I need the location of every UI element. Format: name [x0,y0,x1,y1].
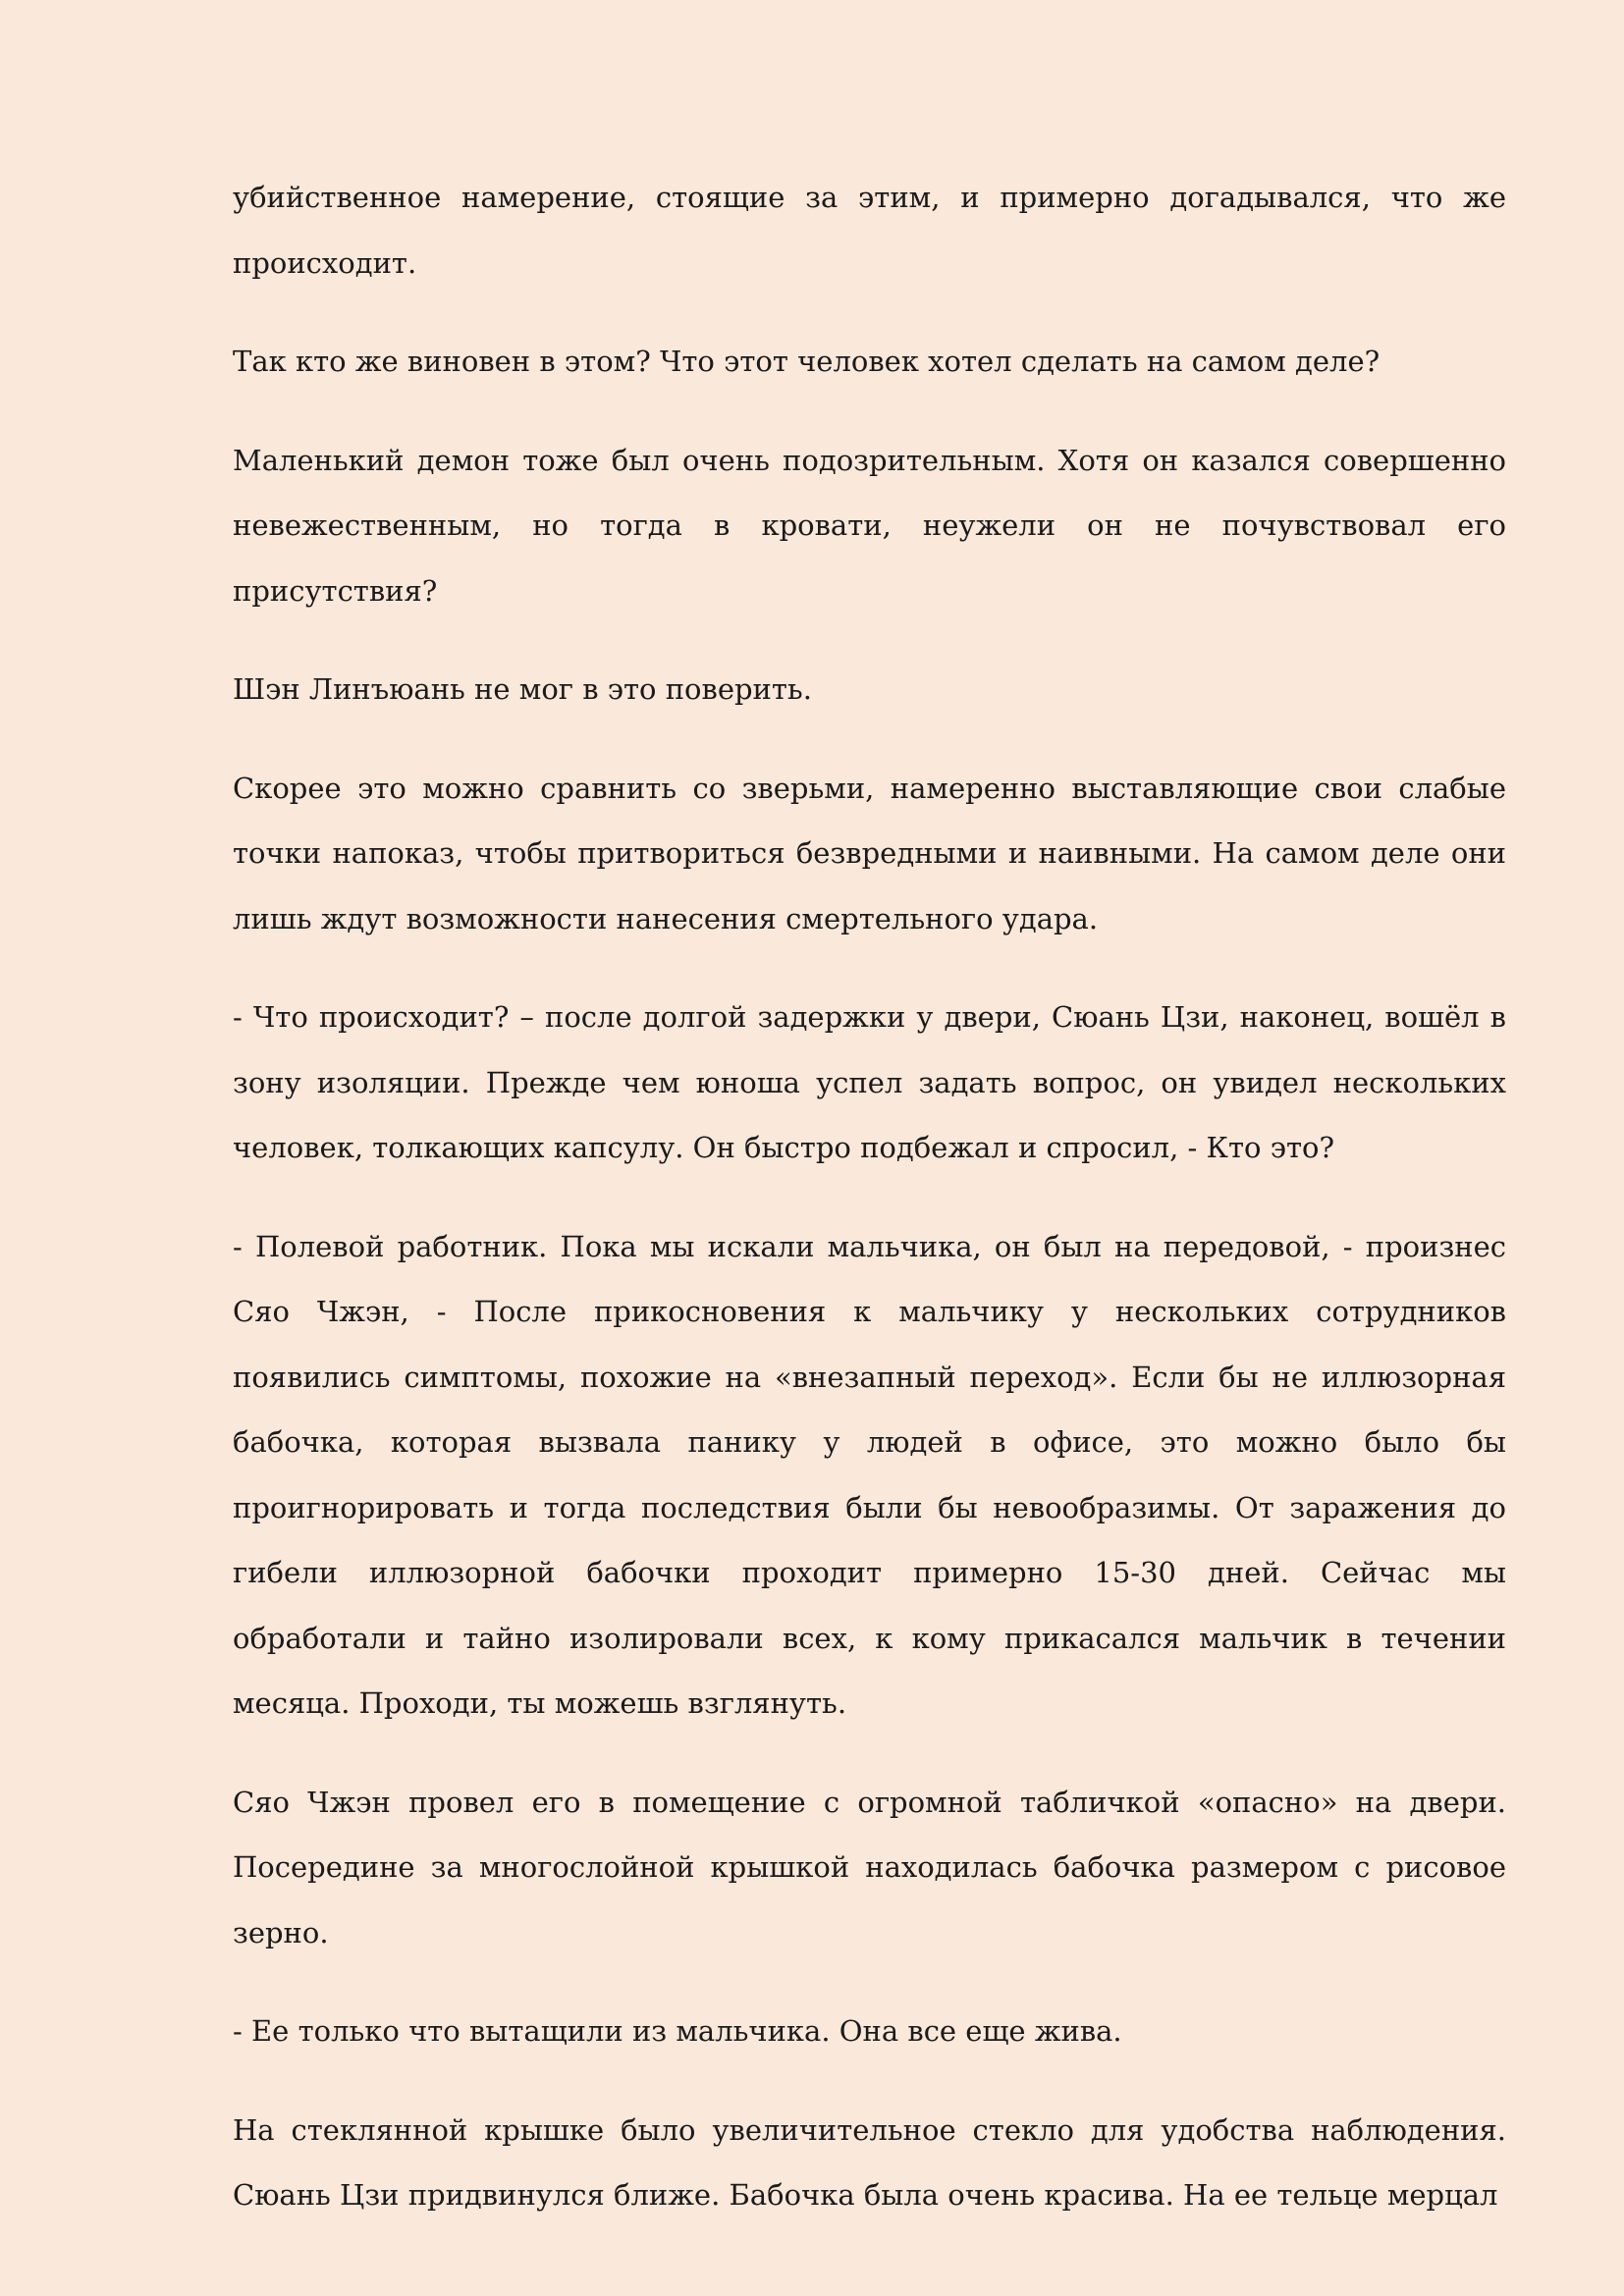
paragraph-9: - Ее только что вытащили из мальчика. Она все еще жива. [233,2014,1122,2048]
paragraph-3: Маленький демон тоже был очень подозрительным. Хотя он казался совершенно невежественным, но тогда в кровати, неужели он не почувствовал его присутствия? [233,443,1506,608]
paragraph-5: Скорее это можно сравнить со зверьми, намеренно выставляющие свои слабые точки напоказ, чтобы притвориться безвредными и наивными. На самом деле они лишь ждут возможности нанесения смертельного удара. [233,771,1506,935]
paragraph-2: Так кто же виновен в этом? Что этот человек хотел сделать на самом деле? [233,345,1380,378]
paragraph-8: Сяо Чжэн провел его в помещение с огромной табличкой «опасно» на двери. Посередине за многослойной крышкой находилась бабочка размером с рисовое зерно. [233,1785,1506,1949]
paragraph-4: Шэн Линъюань не мог в это поверить. [233,672,812,706]
paragraph-10: На стеклянной крышке было увеличительное стекло для удобства наблюдения. Сюань Цзи придвинулся ближе. Бабочка была очень красива. На ее тельце мерцал [233,2112,1506,2212]
document-page [233,165,1506,2262]
paragraph-1: убийственное намерение, стоящие за этим, и примерно догадывался, что же происходит. [233,181,1506,280]
paragraph-7: - Полевой работник. Пока мы искали мальчика, он был на передовой, - произнес Сяо Чжэн, - После прикосновения к мальчику у нескольких сотрудников появились симптомы, похожие на «внезапный переход». Если бы не иллюзорная бабочка, которая вызвала панику у людей в офисе, это можно было бы проигнорировать и тогда последствия были бы невообразимы. От заражения до гибели иллюзорной бабочки проходит примерно 15-30 дней. Сейчас мы обработали и тайно изолировали всех, к кому прикасался мальчик в течении месяца. Проходи, ты можешь взглянуть. [233,1229,1506,1720]
paragraph-6: - Что происходит? – после долгой задержки у двери, Сюань Цзи, наконец, вошёл в зону изоляции. Прежде чем юноша успел задать вопрос, он увидел нескольких человек, толкающих капсулу. Он быстро подбежал и спросил, - Кто это? [233,1000,1506,1164]
